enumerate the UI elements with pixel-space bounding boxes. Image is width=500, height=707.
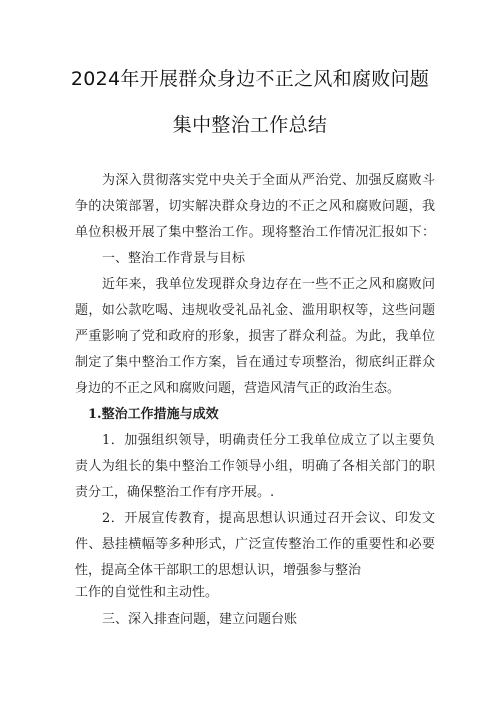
paragraph-line: 工作的自觉性和主动性。 <box>75 585 219 600</box>
paragraph-line: 制定了集中整治工作方案，旨在通过专项整治，彻底纠正群众 <box>75 355 435 370</box>
paragraph-line: 近年来，我单位发现群众身边存在一些不正之风和腐败问 <box>102 277 435 292</box>
paragraph-line: 1．加强组织领导，明确责任分工我单位成立了以主要负 <box>102 433 435 448</box>
subsection-heading: 1.整治工作措施与成效 <box>88 407 219 422</box>
paragraph-line: 严重影响了党和政府的形象，损害了群众利益。为此，我单位 <box>75 329 435 344</box>
section-heading: 三、深入排查问题，建立问题台账 <box>102 612 298 627</box>
document-title-line-1: 2024年开展群众身边不正之风和腐败问题 <box>70 68 430 90</box>
paragraph-line: 单位积极开展了集中整治工作。现将整治工作情况汇报如下： <box>75 225 435 240</box>
paragraph-line: 责分工，确保整治工作有序开展。. <box>75 485 275 500</box>
section-heading: 一、整治工作背景与目标 <box>102 251 246 266</box>
document-title-line-2: 集中整治工作总结 <box>172 114 328 136</box>
paragraph-line: 责人为组长的集中整治工作领导小组，明确了各相关部门的职 <box>75 459 435 474</box>
paragraph-line: 题，如公款吃喝、违规收受礼品礼金、滥用职权等，这些问题 <box>75 303 435 318</box>
paragraph-line: 2．开展宣传教育，提高思想认识通过召开会议、印发文 <box>102 511 435 526</box>
paragraph-line: 件、悬挂横幅等多种形式，广泛宣传整治工作的重要性和必要 <box>75 537 435 552</box>
paragraph-line: 争的决策部署，切实解决群众身边的不正之风和腐败问题，我 <box>75 199 435 214</box>
paragraph-line: 性，提高全体干部职工的思想认识，增强参与整治 <box>75 563 362 578</box>
paragraph-line: 身边的不正之风和腐败问题，营造风清气正的政治生态。 <box>75 381 401 396</box>
paragraph-line: 为深入贯彻落实党中央关于全面从严治党、加强反腐败斗 <box>102 173 435 188</box>
